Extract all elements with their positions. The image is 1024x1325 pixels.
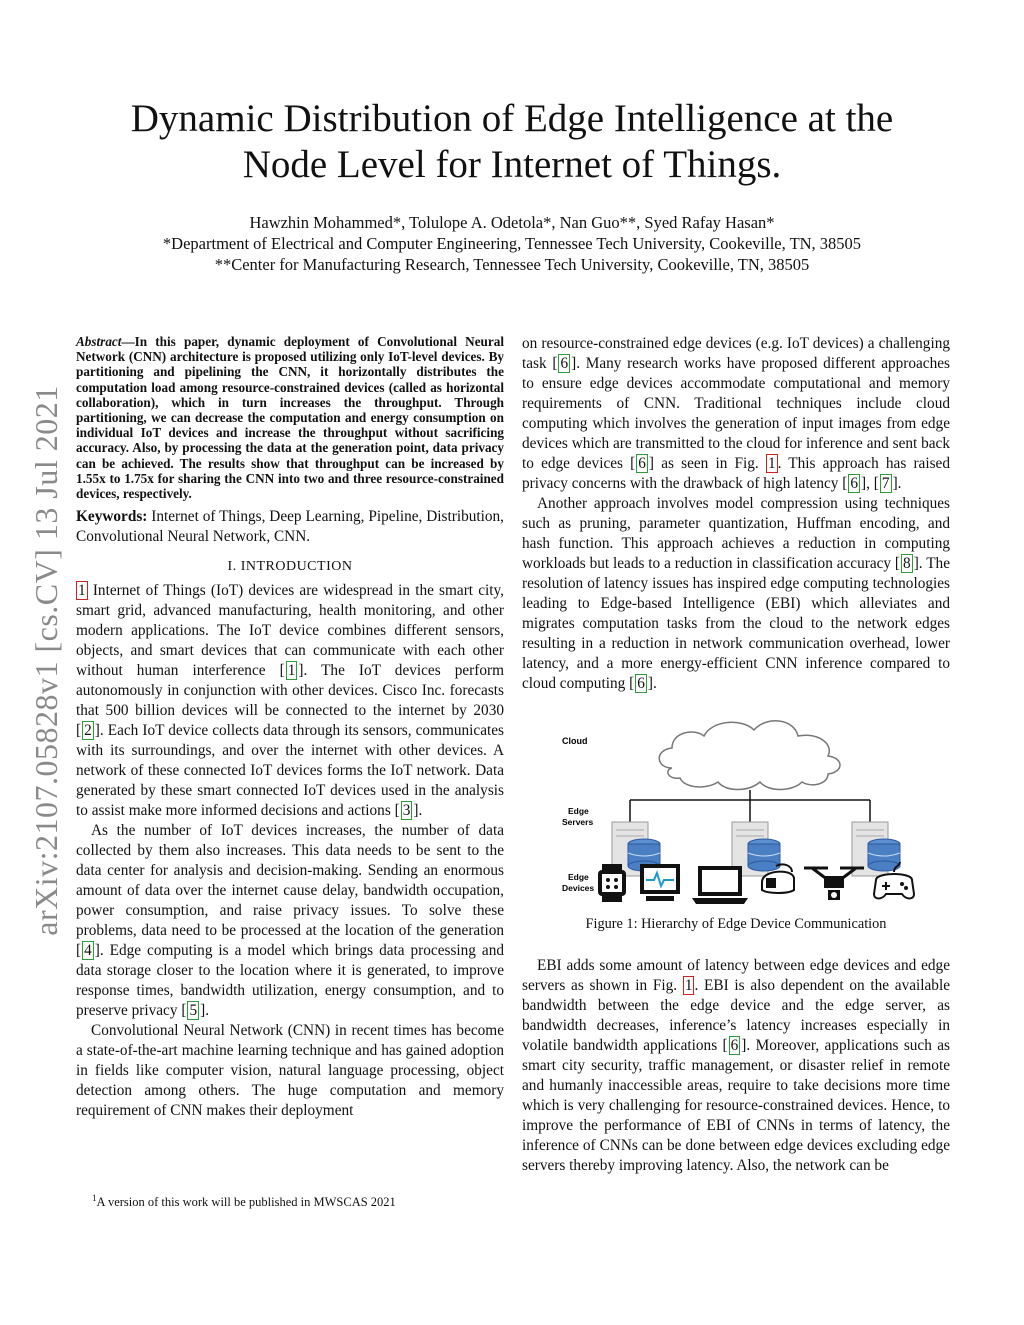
heart-monitor-icon <box>640 864 680 901</box>
smartwatch-icon <box>598 864 626 902</box>
footnote-mark: 1 <box>92 1193 97 1203</box>
abstract-lead: Abstract <box>76 334 122 349</box>
keywords <box>76 507 504 547</box>
arxiv-identifier <box>22 360 70 960</box>
citation-link[interactable]: 6 <box>560 355 569 372</box>
affiliation-2: **Center for Manufacturing Research, Tennessee Tech University, Cookeville, TN, 38505 <box>214 255 810 274</box>
text-run: , <box>866 475 874 492</box>
text-run: EBI adds some amount of latency between edge devices and edge servers as shown in Fig. <box>522 957 950 994</box>
edge-devices-row <box>522 858 950 908</box>
citation-link[interactable]: 6 <box>730 1037 739 1054</box>
arxiv-identifier-text: arXiv:2107.05828v1 [cs.CV] 13 Jul 2021 <box>27 384 64 936</box>
cloud-label: Cloud <box>562 736 588 746</box>
footnote-link[interactable]: 1 <box>78 582 86 600</box>
text-run: as seen in Fig. <box>654 455 766 472</box>
right-column <box>522 334 950 1176</box>
citation-link[interactable]: 6 <box>850 475 859 492</box>
citation-link[interactable]: 2 <box>84 722 92 740</box>
author-names: Hawzhin Mohammed*, Tolulope A. Odetola*, Nan Guo**, Syed Rafay Hasan* <box>249 213 775 232</box>
figure-link[interactable]: 1 <box>767 455 776 472</box>
edge-label: Edge <box>568 872 589 882</box>
section-heading-introduction: I. INTRODUCTION <box>227 559 353 575</box>
right-paragraph-2: Another approach involves model compression using techniques such as pruning, parameter quantization, Huffman encoding, and hash function. This approach achieves a reduction in computing workloads but leads to a reduction in classification accuracy [ 8 ]. The resolution of latency issues has inspired edge computing technologies leading to Edge-based Intelligence (EBI) which alleviates and migrates computation tasks from the cloud to the network edges resulting in a reduction in network communication overhead, lower latency, and a more energy-efficient CNN inference compared to cloud computing [ 6 ]. <box>522 495 950 692</box>
text-run: . <box>205 1002 210 1020</box>
text-run: . Each IoT device collects data through its sensors, communicates with its surroundings, and over the internet with other devices. A network of these connected IoT devices forms the IoT network. Data generated by these smart connected IoT devices used in the analysis to assist make more informed decisions and actions <box>76 722 504 820</box>
intro-paragraph-1: 1 Internet of Things (IoT) devices are widespread in the smart city, smart grid, advanced manufacturing, health monitoring, and other modern applications. The IoT device combines different sensors, objects, and smart devices that can communicate with each other without human interference [ 1 ]. The IoT devices perform autonomously in conjunction with other devices. Cisco Inc. forecasts that 500 billion devices will be connected to the internet by 2030 [ 2 ]. Each IoT device collects data through its sensors, communicates with its surroundings, and over the internet with other devices. A network of these connected IoT devices forms the IoT network. Data generated by these smart connected IoT devices used in the analysis to assist make more informed decisions and actions [ 3 ]. <box>76 582 504 820</box>
citation-link[interactable]: 1 <box>287 662 296 680</box>
edge-label: Edge <box>568 806 589 816</box>
citation-link[interactable]: 8 <box>903 555 911 572</box>
text-run: . EBI is also dependent on the available bandwidth between the edge device and the edge server, as bandwidth decreases, inference’s latency increases especially in volatile bandwidth applications <box>522 977 950 1054</box>
laptop-icon <box>692 866 748 904</box>
text-run: Internet of Things (IoT) devices are widespread in the smart city, smart grid, advanced manufacturing, health monitoring, and other modern applications. The IoT device combines different sensors, objects, and smart devices that can communicate with each other without human interference <box>76 582 504 680</box>
citation-link[interactable]: 6 <box>638 455 646 472</box>
figure-caption: Figure 1: Hierarchy of Edge Device Communication <box>585 916 887 932</box>
right-paragraph-3: EBI adds some amount of latency between edge devices and edge servers as shown in Fig. 1 . EBI is also dependent on the available bandwidth between the edge device and the edge server, as bandwidth decreases, inference’s latency increases especially in volatile bandwidth applications [ 6 ]. Moreover, applications such as smart city security, traffic management, or disaster relief in remote and humanly inaccessible areas, require to take decisions more time which is very challenging for resource-constrained devices. Hence, to improve the performance of EBI of CNNs in terms of latency, the inference of CNNs can be done between edge devices excluding edge servers thereby improving latency. Also, the network can be <box>522 957 950 1174</box>
text-run: . The resolution of latency issues has inspired edge computing technologies leading to Edge-based Intelligence (EBI) which alleviates and migrates computation tasks from the cloud to the network edges resulting in a reduction in network communication overhead, lower latency, and a more energy-efficient CNN inference compared to cloud computing <box>522 555 950 692</box>
citation-link[interactable]: 7 <box>881 475 890 492</box>
figure-link[interactable]: 1 <box>684 977 693 994</box>
devices-label: Devices <box>562 883 595 893</box>
right-paragraph-1: on resource-constrained edge devices (e.g. IoT devices) a challenging task [ 6 ]. Many research works have proposed different approaches to ensure edge devices accommodate computational and memory requirements of CNN. Traditional techniques include cloud computing which involves the generation of input images from edge devices which are transmitted to the cloud for inference and sent back to edge devices [ 6 ] as seen in Fig. 1 . This approach has raised privacy concerns with the drawback of high latency [ 6 ], [ 7 ]. <box>522 335 950 492</box>
text-run: . <box>897 475 902 492</box>
text-run: . Moreover, applications such as smart city security, traffic management, or disaster relief in remote and humanly inaccessible areas, require to take decisions more time which is very challenging for resource-constrained devices. Hence, to improve the performance of EBI of CNNs in terms of latency, the inference of CNNs can be done between edge devices excluding edge servers thereby improving latency. Also, the network can be <box>522 1037 950 1174</box>
text-run: As the number of IoT devices increases, the number of data collected by them also increases. This data needs to be sent to the data center for analysis and decision-making. Sending an enormous amount of data over the internet cause delay, bandwidth occupation, power consumption, and raise privacy issues. To solve these problems, data need to be processed at the location of the generation <box>76 822 504 940</box>
author-block <box>60 212 964 275</box>
intro-paragraph-2: As the number of IoT devices increases, the number of data collected by them also increases. This data needs to be sent to the data center for analysis and decision-making. Sending an enormous amount of data over the internet cause delay, bandwidth occupation, power consumption, and raise privacy issues. To solve these problems, data need to be processed at the location of the generation [ 4 ]. Edge computing is a model which brings data processing and data storage closer to the location where it is generated, to improve response times, bandwidth utilization, energy consumption, and to preserve privacy [ 5 ]. <box>76 822 504 1020</box>
gamepad-icon <box>874 862 914 899</box>
keywords-text: Internet of Things, Deep Learning, Pipeline, Distribution, Convolutional Neural Network, CNN. <box>76 508 504 546</box>
title-line-2: Node Level for Internet of Things. <box>242 143 782 186</box>
title-line-1: Dynamic Distribution of Edge Intelligence at the <box>130 97 894 140</box>
citation-link[interactable]: 5 <box>189 1002 198 1020</box>
left-column <box>76 334 504 1121</box>
figure-1 <box>522 712 950 934</box>
text-run: . The IoT devices perform autonomously in conjunction with other devices. Cisco Inc. forecasts that 500 billion devices will be connected to the internet by 2030 <box>76 662 504 720</box>
vr-headset-icon <box>762 864 794 893</box>
citation-link[interactable]: 3 <box>402 802 411 820</box>
keywords-label: Keywords: <box>76 508 148 526</box>
text-run: Another approach involves model compression using techniques such as pruning, parameter quantization, Huffman encoding, and hash function. This approach achieves a reduction in computing workloads but leads to a reduction in classification accuracy <box>522 495 950 572</box>
abstract-text: —In this paper, dynamic deployment of Convolutional Neural Network (CNN) architecture is proposed utilizing only IoT-level devices. By partitioning and pipelining the CNN, it horizontally distributes the computation load among resource-constrained devices (called as horizontal collaboration), which in turn increases the throughput. Through partitioning, we can decrease the computation and energy consumption on individual IoT devices and increase the throughput without sacrificing accuracy. Also, by processing the data at the generation point, data privacy can be achieved. The results show that throughput can be increased by 1.55x to 1.75x for sharing the CNN into two and three resource-constrained devices, respectively. <box>76 334 504 502</box>
intro-paragraph-3: Convolutional Neural Network (CNN) in recent times has become a state-of-the-art machine learning technique and has gained adoption in fields like computer vision, natural language processing, object detection among others. The huge computation and memory requirement of CNN makes their deployment <box>76 1022 504 1120</box>
text-run: . Edge computing is a model which brings data processing and data storage closer to the location where it is generated, to improve response times, bandwidth utilization, energy consumption, and to preserve privacy <box>76 942 504 1020</box>
abstract <box>76 334 504 501</box>
paper-title <box>60 96 964 188</box>
cloud-icon <box>659 721 840 790</box>
affiliation-1: *Department of Electrical and Computer Engineering, Tennessee Tech University, Cookeville, TN, 38505 <box>162 234 862 253</box>
citation-link[interactable]: 6 <box>637 675 645 692</box>
footnote <box>92 1190 512 1210</box>
citation-link[interactable]: 4 <box>84 942 92 960</box>
drone-icon <box>804 868 864 900</box>
text-run: . <box>652 675 657 692</box>
text-run: . <box>418 802 423 820</box>
servers-label: Servers <box>562 817 594 827</box>
text-run: on resource-constrained edge devices (e.g. IoT devices) a challenging task <box>522 335 950 372</box>
text-run: . This approach has raised privacy concerns with the drawback of high latency <box>522 455 950 492</box>
footnote-text: A version of this work will be published in MWSCAS 2021 <box>96 1195 396 1210</box>
text-run: . Many research works have proposed different approaches to ensure edge devices accommodate computational and memory requirements of CNN. Traditional techniques include cloud computing which involves the generation of input images from edge devices which are transmitted to the cloud for inference and sent back to edge devices <box>522 355 950 472</box>
